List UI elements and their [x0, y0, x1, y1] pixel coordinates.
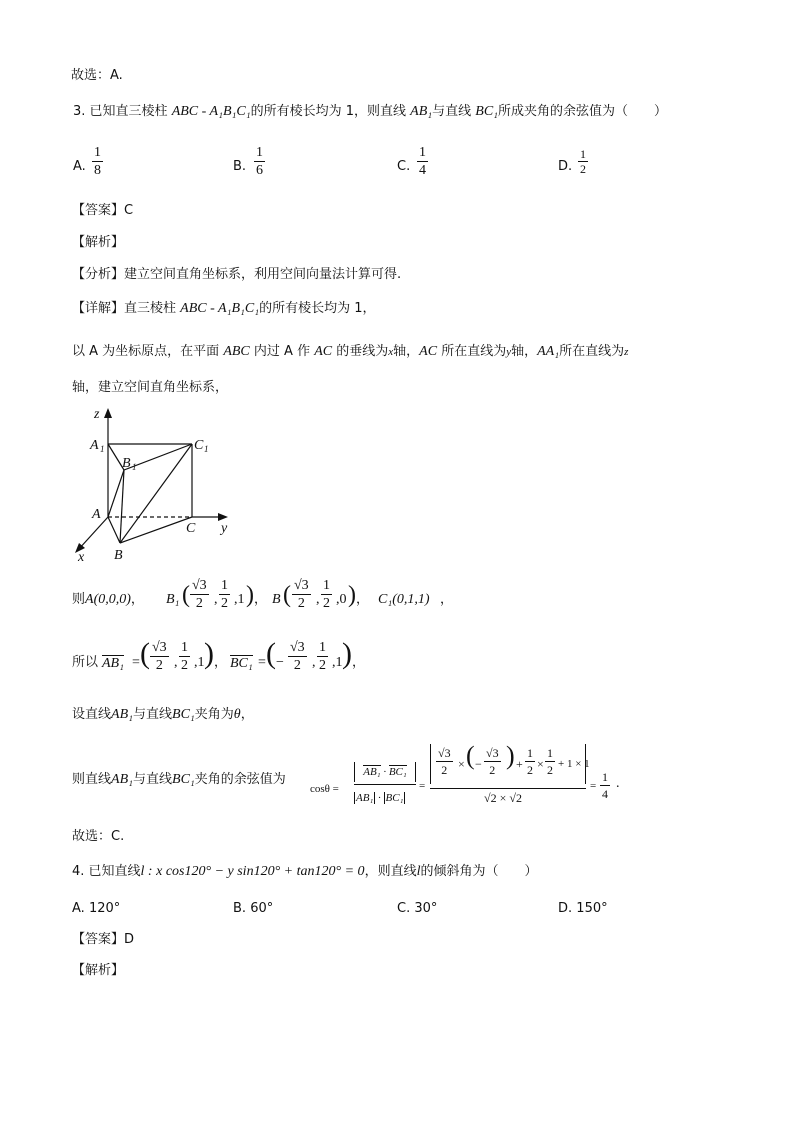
paren-left-1: ( [182, 582, 190, 608]
vparen-left-2: ( [266, 637, 276, 670]
cos2-n1-num: √3 [438, 746, 451, 760]
vbc1x-den: 2 [293, 658, 301, 673]
setup-line-2: 轴，建立空间直角坐标系， [72, 380, 229, 395]
vbc1x-num: √3 [290, 640, 305, 655]
coords-b-comma: , [316, 592, 320, 607]
angle-comma: ， [240, 707, 254, 722]
q3-option-a-fraction [92, 145, 103, 179]
setup-y: y [506, 346, 512, 358]
vec-eq-1: = [132, 655, 140, 670]
coords-b1-x [190, 578, 209, 612]
label-x: x [78, 550, 85, 564]
answer-tag: 【答案】 [72, 203, 125, 218]
q3-final: 故选：C. [72, 829, 125, 844]
vab1x-num: √3 [152, 640, 167, 655]
vec-ab1-x [150, 640, 169, 674]
q4-option-a-value: 120° [88, 901, 121, 916]
q4-stem [72, 864, 537, 880]
q3-option-a-den: 8 [94, 163, 101, 178]
vbc1y-den: 2 [319, 658, 326, 673]
q4-stem-a: 4. 已知直线 [72, 864, 141, 879]
cos2-n2-num: √3 [486, 746, 499, 760]
cos1-den-ab1: AB₁ [356, 792, 374, 804]
angle-line [72, 707, 254, 723]
cos-fraction-2 [430, 741, 590, 806]
xiangjie-tag: 【详解】 [72, 301, 125, 316]
q4-option-b-letter: B. [233, 901, 247, 916]
vec-ab1: AB₁ [102, 656, 124, 671]
q3-option-c-den: 4 [419, 163, 426, 178]
setup-ac: AC [314, 344, 333, 359]
label-b1: B [122, 456, 131, 471]
label-c1-sub: 1 [204, 444, 209, 454]
q4-option-a [72, 901, 120, 917]
vec-ab1-comma: , [174, 655, 178, 670]
cos2-denominator: √2 × √2 [484, 791, 522, 805]
q4-option-b [233, 901, 273, 917]
cos-eq-1: = [419, 780, 426, 792]
setup-line-1 [72, 344, 628, 360]
by-num: 1 [323, 578, 330, 593]
q4-equation: l : x cos120° − y sin120° + tan120° = 0 [140, 864, 365, 879]
setup-text-g: 轴， [393, 344, 420, 359]
b1x-den: 2 [195, 596, 203, 611]
coords-comma-3: ， [356, 592, 370, 607]
cos2-times-1: × [458, 757, 465, 771]
setup-text-a: 以 A 为坐标原点，在平面 [72, 344, 220, 359]
z-arrow-icon [104, 408, 112, 418]
q3-option-d-letter: D. [558, 159, 573, 174]
setup-aa1: AA₁ [537, 344, 560, 359]
vparen-right-1: ) [204, 637, 214, 670]
setup-x: x [388, 346, 394, 358]
cos2-minus: − [475, 757, 482, 771]
edge-bc1 [120, 444, 192, 543]
q3-answer [72, 203, 133, 219]
cos2-paren-r: ) [506, 741, 515, 770]
label-a1-sub: 1 [100, 444, 105, 454]
q3-option-b-den: 6 [256, 163, 263, 178]
prev-answer: 故选：A. [71, 68, 123, 83]
vec-minus: − [276, 655, 284, 670]
label-y: y [221, 521, 228, 536]
y-arrow-icon [218, 513, 228, 521]
vparen-right-2: ) [342, 637, 352, 670]
q3-option-b-fraction [254, 145, 265, 179]
q3-stem-prefix: 3. 已知直三棱柱 [73, 104, 168, 119]
setup-ac-2: AC [419, 344, 438, 359]
q4-analysis-tag: 【解析】 [72, 963, 125, 978]
cos1-numerator: AB₁ · BC₁ [354, 762, 416, 782]
cos-result-num: 1 [602, 770, 608, 784]
q3-stem [73, 104, 667, 120]
q4-option-c-value: 30° [414, 901, 438, 916]
cos-theta: cosθ = [310, 783, 339, 795]
cos2-n2-den: 2 [489, 763, 496, 777]
paren-left-2: ( [283, 582, 291, 608]
vec-ab1-y [179, 640, 190, 674]
vec-ab1-z: ,1 [194, 655, 205, 670]
cos-text-a: 则直线 [72, 772, 112, 787]
cos2-tail: + 1 × 1 [558, 758, 590, 770]
cos1-num-ab1: AB₁ [363, 766, 381, 778]
q3-option-c-fraction [417, 145, 428, 179]
coords-line [72, 592, 144, 608]
q4-option-c [397, 901, 437, 917]
cos1-denominator: AB₁ · BC₁ [356, 792, 404, 804]
cos2-n4 [545, 745, 555, 779]
q4-option-c-letter: C. [397, 901, 411, 916]
cos2-n2 [484, 745, 501, 779]
paren-right-2: ) [348, 582, 356, 608]
coords-b1-label: B₁ [166, 592, 180, 607]
coords-b-label: B [272, 592, 281, 607]
angle-text-b: 与直线 [133, 707, 173, 722]
vparen-left-1: ( [140, 637, 150, 670]
setup-text-i: 所在直线为 [441, 344, 507, 359]
setup-text-c: 内过 A 作 [253, 344, 311, 359]
angle-theta: θ [233, 707, 241, 722]
cos1-bar [354, 784, 416, 785]
vec-bc1-x [288, 640, 307, 674]
q3-option-d-fraction [578, 148, 588, 176]
cos2-n1-den: 2 [441, 763, 448, 777]
q4-stem-b: ，则直线 [364, 864, 417, 879]
b-z-val: 0 [339, 592, 347, 607]
coords-comma-1: ， [130, 592, 144, 607]
coords-b-y [321, 578, 332, 612]
cos-period: . [616, 776, 620, 791]
vbc1y-num: 1 [319, 640, 326, 655]
label-a1: A [90, 438, 99, 453]
vab1-z-val: 1 [197, 655, 205, 670]
q3-prism-name: ABC - A₁B₁C₁ [171, 104, 251, 119]
cos1-num-bc1: BC₁ [388, 766, 407, 778]
coords-b-z: ,0 [336, 592, 347, 607]
cos2-plus: + [516, 757, 523, 771]
cos2-n1 [436, 745, 453, 779]
q3-option-a-num: 1 [94, 145, 101, 160]
edge-bc [120, 517, 192, 543]
b1-z-val: 1 [237, 592, 245, 607]
coords-b1-y [219, 578, 230, 612]
q4-answer-value: D [124, 932, 135, 947]
angle-bc1: BC₁ [172, 707, 195, 722]
xiangjie-prism: ABC - A₁B₁C₁ [180, 301, 260, 316]
b1y-num: 1 [221, 578, 228, 593]
setup-plane: ABC [223, 344, 250, 359]
b1y-den: 2 [221, 596, 228, 611]
xiangjie-text-2: 的所有棱长均为 1， [259, 301, 376, 316]
angle-text-c: 夹角为 [194, 707, 234, 722]
cos1-den-bc1: BC₁ [385, 792, 404, 804]
setup-text-k: 轴， [511, 344, 538, 359]
coords-comma-2: ， [254, 592, 268, 607]
q3-option-b-num: 1 [256, 145, 263, 160]
answer-value: C [124, 203, 134, 218]
coords-b1-z: ,1 [234, 592, 245, 607]
cos2-n3-den: 2 [527, 763, 533, 777]
cos-eq-2: = [590, 780, 597, 792]
label-a: A [92, 507, 101, 522]
label-c: C [186, 521, 196, 536]
cos2-bar [430, 788, 586, 789]
cos-text-c: 夹角的余弦值为 [194, 772, 286, 787]
bx-num: √3 [294, 578, 309, 593]
vab1y-den: 2 [181, 658, 188, 673]
q3-option-d-num: 1 [580, 147, 586, 161]
q3-fenxi [72, 267, 401, 283]
vec-bc1-comma: , [312, 655, 316, 670]
q3-option-b-letter: B. [233, 159, 247, 174]
bx-den: 2 [297, 596, 305, 611]
label-z: z [94, 407, 100, 422]
q3-option-d-den: 2 [580, 162, 586, 176]
setup-z: z [624, 346, 629, 358]
vec-eq-2: = [258, 655, 266, 670]
vec-bc1-y [317, 640, 328, 674]
paren-right-1: ) [246, 582, 254, 608]
edge-ab [108, 517, 120, 543]
setup-text-m: 所在直线为 [559, 344, 625, 359]
q3-analysis-tag: 【解析】 [72, 235, 125, 250]
vec-comma-2: ， [352, 655, 366, 670]
cos2-paren-l: ( [466, 741, 475, 770]
setup-text-e: 的垂线为 [336, 344, 389, 359]
coords-b-x [292, 578, 311, 612]
cos2-n4-num: 1 [547, 746, 553, 760]
xiangjie-text-1: 直三棱柱 [124, 301, 177, 316]
cos-line [72, 772, 286, 788]
q4-option-d [558, 901, 608, 917]
angle-text-a: 设直线 [72, 707, 112, 722]
q3-stem-mid2: 与直线 [432, 104, 472, 119]
q3-line1: AB₁ [410, 104, 433, 119]
fenxi-tag: 【分析】 [72, 267, 125, 282]
angle-ab1: AB₁ [111, 707, 133, 722]
q4-option-a-letter: A. [72, 901, 85, 916]
cos-fraction-1 [354, 758, 416, 810]
q3-option-c-letter: C. [397, 159, 411, 174]
cos-ab1: AB₁ [111, 772, 133, 787]
q3-stem-mid1: 的所有棱长均为 1，则直线 [250, 104, 406, 119]
q4-option-d-value: 150° [576, 901, 608, 916]
q3-stem-suffix: 所成夹角的余弦值为（ ） [498, 104, 668, 119]
coords-comma: , [214, 592, 218, 607]
q3-option-a-letter: A. [73, 159, 86, 174]
coords-prefix: 则 [72, 592, 86, 607]
vec-bc1: BC₁ [230, 656, 253, 671]
q4-line-l: l [416, 864, 421, 879]
q4-option-d-letter: D. [558, 901, 573, 916]
q3-xiangjie [72, 301, 375, 317]
q4-answer-tag: 【答案】 [72, 932, 125, 947]
vab1y-num: 1 [181, 640, 188, 655]
cos-result [600, 769, 610, 803]
fenxi-text: 建立空间直角坐标系，利用空间向量法计算可得. [124, 267, 402, 282]
label-b: B [114, 548, 123, 563]
q4-stem-c: 的倾斜角为（ ） [420, 864, 538, 879]
by-den: 2 [323, 596, 330, 611]
q3-option-c-num: 1 [419, 145, 426, 160]
cos2-n3 [525, 745, 535, 779]
cos-text-b: 与直线 [133, 772, 173, 787]
cos2-n3-num: 1 [527, 746, 533, 760]
label-c1: C [194, 438, 204, 453]
cos-bc1: BC₁ [172, 772, 195, 787]
prism-figure [66, 404, 246, 564]
coords-a: A(0,0,0) [85, 592, 131, 607]
q4-answer [72, 932, 134, 948]
cos2-times-2: × [537, 757, 544, 771]
cos2-n4-den: 2 [547, 763, 553, 777]
cos-result-den: 4 [602, 787, 608, 801]
q4-option-b-value: 60° [250, 901, 274, 916]
label-b1-sub: 1 [132, 462, 137, 472]
vec-prefix: 所以 [72, 655, 99, 670]
vec-bc1-z: ,1 [332, 655, 343, 670]
vbc1-z-val: 1 [335, 655, 343, 670]
vab1x-den: 2 [155, 658, 163, 673]
coords-c1: C₁(0,1,1) [378, 592, 430, 607]
coords-comma-4: ， [440, 592, 454, 607]
b1x-num: √3 [192, 578, 207, 593]
vec-comma: ， [214, 655, 228, 670]
q3-line2: BC₁ [475, 104, 499, 119]
